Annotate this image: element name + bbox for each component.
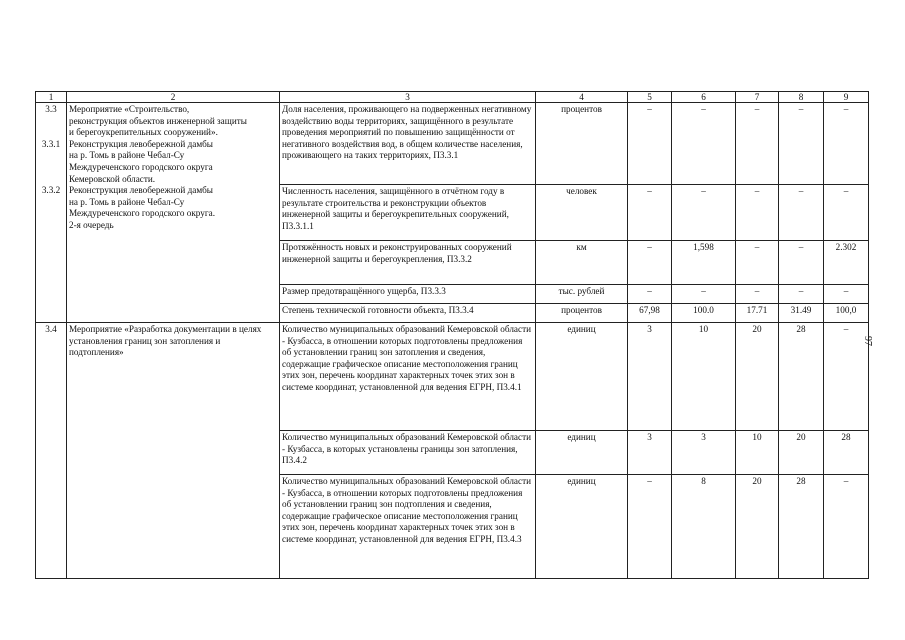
item-number: [38, 162, 64, 174]
unit-cell: процентов: [536, 103, 628, 185]
header-row: [36, 92, 869, 103]
measure-line: Междуреченского городского округа.: [69, 208, 215, 219]
value-cell: –: [672, 103, 736, 185]
value-cell: –: [736, 185, 779, 241]
value-cell: –: [736, 285, 779, 304]
item-number: [38, 116, 64, 128]
unit-cell: единиц: [536, 323, 628, 431]
value-cell: –: [628, 103, 672, 185]
value-cell: –: [824, 475, 869, 579]
value-cell: –: [824, 285, 869, 304]
value-cell: 8: [672, 475, 736, 579]
measure-line: Междуреченского городского округа: [69, 161, 213, 172]
item-number: 3.3.2: [41, 185, 61, 196]
value-cell: 10: [672, 323, 736, 431]
value-cell: 100,0: [824, 304, 869, 323]
value-cell: –: [628, 185, 672, 241]
measure-line: Мероприятие «Строительство,: [69, 104, 190, 114]
measure-name-cell: [67, 103, 280, 323]
measure-line: и берегоукрепительных сооружений».: [69, 127, 218, 138]
value-cell: –: [628, 241, 672, 285]
measure-name-cell: Мероприятие «Разработка документации в целях установления границ зон затопления и подтопления»: [67, 323, 280, 579]
measure-line: Кемеровской области.: [69, 173, 156, 184]
value-cell: 10: [736, 431, 779, 475]
unit-cell: процентов: [536, 304, 628, 323]
header-cell: 7: [736, 92, 779, 103]
page-number: 97: [862, 336, 873, 346]
indicators-table: [35, 91, 869, 579]
value-cell: 67,98: [628, 304, 672, 323]
item-number: [38, 150, 64, 162]
header-cell: 9: [824, 92, 869, 103]
table-row: [36, 323, 869, 431]
unit-cell: единиц: [536, 475, 628, 579]
table-row: [36, 103, 869, 185]
measure-line: реконструкция объектов инженерной защиты: [69, 115, 247, 126]
item-number: [38, 127, 64, 139]
value-cell: –: [779, 241, 824, 285]
value-cell: –: [628, 475, 672, 579]
indicator-cell: Степень технической готовности объекта, П3.3.4: [280, 304, 536, 323]
indicator-cell: Численность населения, защищённого в отчётном году в результате строительства и реконструкции объектов инженерной защиты и берегоукрепительных сооружений, П3.3.1.1: [280, 185, 536, 241]
value-cell: –: [628, 285, 672, 304]
item-number: 3.3.1: [41, 138, 61, 149]
value-cell: 28: [824, 431, 869, 475]
value-cell: –: [824, 103, 869, 185]
value-cell: 20: [736, 323, 779, 431]
measure-line: 2-я очередь: [69, 219, 114, 230]
indicator-cell: Количество муниципальных образований Кемеровской области - Кузбасса, в отношении которых подготовлены предложения об установлении границ зон затопления и сведения, содержащие графическое описание местоположения границ этих зон, перечень координат характерных точек этих зон в системе координат, установленной для ведения ЕГРН, П3.4.1: [280, 323, 536, 431]
item-number: 3.3: [45, 104, 57, 114]
value-cell: 3: [672, 431, 736, 475]
measure-line: Реконструкция левобережной дамбы: [69, 185, 213, 196]
value-cell: –: [779, 185, 824, 241]
header-cell: 1: [36, 92, 67, 103]
indicator-cell: Размер предотвращённого ущерба, П3.3.3: [280, 285, 536, 304]
value-cell: 100.0: [672, 304, 736, 323]
indicator-cell: Доля населения, проживающего на подверженных негативному воздействию воды территориях, защищённого в результате проведения мероприятий по повышению защищённости от негативного воздействия вод, в общем количестве населения, проживающего на таких территориях, П3.3.1: [280, 103, 536, 185]
item-number: [38, 174, 64, 186]
value-cell: –: [824, 185, 869, 241]
indicator-cell: Количество муниципальных образований Кемеровской области - Кузбасса, в которых установлены границы зон затопления, П3.4.2: [280, 431, 536, 475]
value-cell: 1,598: [672, 241, 736, 285]
value-cell: 28: [779, 323, 824, 431]
header-cell: 6: [672, 92, 736, 103]
value-cell: 31.49: [779, 304, 824, 323]
header-cell: 8: [779, 92, 824, 103]
value-cell: 3: [628, 431, 672, 475]
indicator-cell: Протяжённость новых и реконструированных сооружений инженерной защиты и берегоукрепления, П3.3.2: [280, 241, 536, 285]
value-cell: –: [672, 285, 736, 304]
header-cell: 2: [67, 92, 280, 103]
unit-cell: км: [536, 241, 628, 285]
value-cell: 3: [628, 323, 672, 431]
value-cell: –: [779, 285, 824, 304]
unit-cell: человек: [536, 185, 628, 241]
header-cell: 4: [536, 92, 628, 103]
value-cell: –: [824, 323, 869, 431]
unit-cell: тыс. рублей: [536, 285, 628, 304]
measure-line: Реконструкция левобережной дамбы: [69, 138, 213, 149]
value-cell: –: [736, 103, 779, 185]
unit-cell: единиц: [536, 431, 628, 475]
value-cell: 2.302: [824, 241, 869, 285]
item-number: 3.4: [36, 323, 67, 579]
measure-line: на р. Томь в районе Чебал-Су: [69, 196, 185, 207]
value-cell: –: [779, 103, 824, 185]
header-cell: 5: [628, 92, 672, 103]
indicator-cell: Количество муниципальных образований Кемеровской области - Кузбасса, в отношении которых подготовлены предложения об установлении границ зон подтопления и сведения, содержащие графическое описание местоположения границ этих зон, перечень координат характерных точек этих зон в системе координат, установленной для ведения ЕГРН, П3.4.3: [280, 475, 536, 579]
measure-line: на р. Томь в районе Чебал-Су: [69, 150, 185, 161]
item-numbers-cell: [36, 103, 67, 323]
value-cell: –: [672, 185, 736, 241]
value-cell: 20: [779, 431, 824, 475]
value-cell: –: [736, 241, 779, 285]
value-cell: 28: [779, 475, 824, 579]
value-cell: 17.71: [736, 304, 779, 323]
header-cell: 3: [280, 92, 536, 103]
value-cell: 20: [736, 475, 779, 579]
